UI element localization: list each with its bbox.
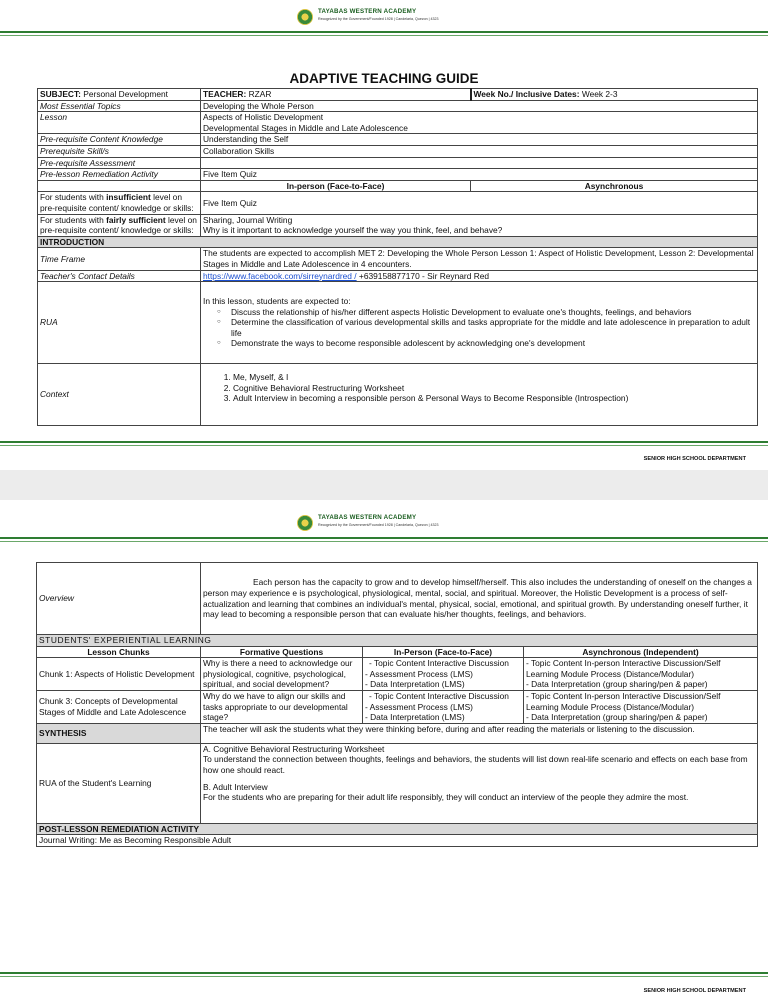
table-row: [37, 690, 758, 723]
footer-rule: [0, 972, 768, 974]
table-row: [38, 270, 758, 282]
table-row: [38, 134, 758, 146]
department-footer: SENIOR HIGH SCHOOL DEPARTMENT: [643, 988, 746, 994]
contact-label: Teacher's Contact Details: [38, 270, 201, 282]
list-item: - Topic Content In-person Interactive Discussion/Self Learning Module Process (Distance/Modular): [526, 690, 721, 712]
list-item: - Assessment Process (LMS): [365, 668, 473, 679]
school-seal-icon: [297, 515, 313, 531]
experiential-header: STUDENTS' EXPERIENTIAL LEARNING: [37, 635, 758, 647]
contact-value: [201, 270, 758, 282]
post-lesson-value: Journal Writing: Me as Becoming Responsible Adult: [37, 835, 758, 847]
topics-label: Most Essential Topics: [38, 100, 201, 112]
table-row: [38, 214, 758, 236]
list-item: ○ Determine the classification of various developmental skills and tasks appropriate for the middle and late adolescence in preparation to adult life: [217, 317, 755, 338]
school-seal-icon: [297, 9, 313, 25]
list-item: - Assessment Process (LMS): [365, 701, 473, 712]
school-name: TAYABAS WESTERN ACADEMY: [318, 8, 417, 15]
table-row: [38, 364, 758, 426]
rua-list: [203, 307, 755, 349]
inperson-header: In-person (Face-to-Face): [201, 180, 471, 192]
table-row: [37, 563, 758, 635]
page-title: ADAPTIVE TEACHING GUIDE: [289, 71, 479, 86]
insufficient-pre: For students with: [40, 192, 107, 203]
col-questions: Formative Questions: [201, 646, 363, 658]
department-footer: SENIOR HIGH SCHOOL DEPARTMENT: [643, 456, 746, 462]
introduction-header: INTRODUCTION: [38, 236, 758, 248]
table-row: [37, 658, 758, 691]
table-row: [38, 100, 758, 112]
async-3: [524, 690, 758, 723]
footer-rule-thin: [0, 976, 768, 977]
sufficient-pre: For students with: [40, 214, 107, 225]
lesson-value-2: Developmental Stages in Middle and Late Adolescence: [203, 122, 408, 133]
insufficient-bold: insufficient: [106, 192, 151, 203]
subject-label: SUBJECT:: [40, 89, 81, 99]
table-row: [38, 89, 758, 101]
learning-table: [36, 562, 758, 847]
question-1: Why is there a need to acknowledge our physiological, cognitive, psychological, spiritual, and social development?: [201, 658, 363, 691]
list-item: - Topic Content In-person Interactive Discussion/Self Learning Module Process (Distance/Modular): [526, 658, 721, 679]
table-row: [37, 646, 758, 658]
col-async: Asynchronous (Independent): [524, 646, 758, 658]
prereq-skills-label: Prerequisite Skill/s: [38, 145, 201, 157]
timeframe-value: The students are expected to accomplish MET 2: Developing the Whole Person Lesson 1: Aspect of Holistic Development, Lesson 2: Developmental Stages in Middle and Late Adolescence in 4 encounters.: [201, 248, 758, 270]
rua-value: [201, 282, 758, 364]
header-rule-thin: [0, 35, 768, 36]
rua-student-value: [201, 743, 758, 823]
remediation-label: Pre-lesson Remediation Activity: [38, 169, 201, 181]
prereq-knowledge-value: Understanding the Self: [201, 134, 758, 146]
table-row: [38, 192, 758, 214]
overview-label: Overview: [37, 563, 201, 635]
context-label: Context: [38, 364, 201, 426]
sufficient-value-2: Why is it important to acknowledge yourself the way you think, feel, and behave?: [203, 225, 503, 236]
lesson-value-1: Aspects of Holistic Development: [203, 112, 324, 123]
sufficient-value: [201, 214, 758, 236]
teacher-value: RZAR: [248, 89, 272, 99]
insufficient-label: [38, 192, 201, 214]
rua-label: RUA: [38, 282, 201, 364]
table-row: [38, 112, 758, 134]
empty-cell: [38, 180, 201, 192]
list-item: - Topic Content Interactive Discussion: [369, 690, 509, 701]
chunk-1: Chunk 1: Aspects of Holistic Development: [37, 658, 201, 691]
rua-b-title: B. Adult Interview: [203, 781, 268, 792]
post-lesson-header: POST-LESSON REMEDIATION ACTIVITY: [37, 823, 758, 835]
col-chunks: Lesson Chunks: [37, 646, 201, 658]
rua-intro: In this lesson, students are expected to:: [203, 296, 351, 307]
list-item: 2. Cognitive Behavioral Restructuring Worksheet: [233, 383, 755, 394]
contact-rest: +639158877170 - Sir Reynard Red: [356, 270, 490, 281]
teacher-label: TEACHER:: [203, 89, 247, 99]
rua-b-text: For the students who are preparing for their adult life responsibly, they will conduct an interview of the people they admire the most.: [203, 792, 689, 803]
table-row: [38, 180, 758, 192]
teacher-cell: [201, 89, 471, 101]
table-row: [38, 169, 758, 181]
table-row: [38, 145, 758, 157]
list-item: - Data Interpretation (group sharing/pen & paper): [526, 712, 708, 723]
list-item: ○ Discuss the relationship of his/her different aspects Holistic Development to evaluate one's thoughts, feelings, and behaviors: [217, 307, 755, 318]
prereq-assessment-value: [201, 157, 758, 169]
async-1: [524, 658, 758, 691]
table-row: [37, 835, 758, 847]
rua-a-title: A. Cognitive Behavioral Restructuring Worksheet: [203, 743, 385, 754]
topics-value: Developing the Whole Person: [201, 100, 758, 112]
subject-value: Personal Development: [83, 89, 169, 99]
list-item: - Topic Content Interactive Discussion: [369, 658, 509, 669]
overview-value: [201, 563, 758, 635]
week-cell: [471, 89, 758, 101]
list-item: - Data Interpretation (LMS): [365, 712, 465, 723]
list-item: 3. Adult Interview in becoming a responsible person & Personal Ways to Become Responsible (Introspection): [233, 393, 755, 404]
async-header: Asynchronous: [471, 180, 758, 192]
inperson-3: [363, 690, 524, 723]
header-rule: [0, 31, 768, 33]
synthesis-label: SYNTHESIS: [37, 723, 201, 743]
school-recognition: Recognized by the Government/Founded 1928 | Candelaria, Quezon | 4323: [318, 523, 439, 527]
sufficient-value-1: Sharing, Journal Writing: [203, 214, 293, 225]
school-name: TAYABAS WESTERN ACADEMY: [318, 514, 417, 521]
table-row: [37, 823, 758, 835]
list-item: 1. Me, Myself, & I: [233, 372, 755, 383]
table-row: [37, 723, 758, 743]
table-row: [37, 743, 758, 823]
week-value: Week 2-3: [581, 89, 618, 99]
list-item: ○ Demonstrate the ways to become responsible adolescent by acknowledging one's development: [217, 338, 755, 349]
overview-text: Each person has the capacity to grow and to develop himself/herself. This also includes the understanding of oneself on the changes a person may experience e is psychological, physiological, mental, social, and spiritual. Moreover, the Holistic Development is a process of self-actualization and learning that combines an individual's mental, physical, social, emotional, and spiritual growth. By understanding oneself further, it may lead to becoming a responsible person that can evaluate his/her thoughts, feelings, and behaviors.: [203, 577, 752, 620]
synthesis-value: The teacher will ask the students what they were thinking before, during and after reading the materials or listening to the discussion.: [201, 723, 758, 743]
rua-a-text: To understand the connection between thoughts, feelings and behaviors, the students will list down real-life scenario and effects on each base from how one should react.: [203, 754, 748, 775]
facebook-link[interactable]: https://www.facebook.com/sirreynardred /: [203, 270, 357, 281]
table-row: [38, 236, 758, 248]
chunk-3: Chunk 3: Concepts of Developmental Stages of Middle and Late Adolescence: [37, 690, 201, 723]
insufficient-value: Five Item Quiz: [201, 192, 758, 214]
lesson-value: [201, 112, 758, 134]
prereq-skills-value: Collaboration Skills: [201, 145, 758, 157]
table-row: [38, 157, 758, 169]
col-inperson: In-Person (Face-to-Face): [363, 646, 524, 658]
insufficient-post: level on pre-requisite content/ knowledge or skills:: [40, 192, 194, 213]
context-list: [203, 372, 755, 404]
sufficient-bold: fairly sufficient: [106, 214, 166, 225]
school-header: [0, 506, 768, 536]
header-rule-thin: [0, 541, 768, 542]
teaching-guide-table: [37, 88, 758, 426]
inperson-1: [363, 658, 524, 691]
page-1: [0, 0, 768, 470]
prereq-assessment-label: Pre-requisite Assessment: [38, 157, 201, 169]
header-rule: [0, 537, 768, 539]
page-gap: [0, 470, 768, 500]
rua-student-label: RUA of the Student's Learning: [37, 743, 201, 823]
table-row: [38, 282, 758, 364]
footer-rule: [0, 441, 768, 443]
subject-cell: [38, 89, 201, 101]
prereq-knowledge-label: Pre-requisite Content Knowledge: [38, 134, 201, 146]
remediation-value: Five Item Quiz: [201, 169, 758, 181]
table-row: [38, 248, 758, 270]
context-value: [201, 364, 758, 426]
table-row: [37, 635, 758, 647]
school-recognition: Recognized by the Government/Founded 1928 | Candelaria, Quezon | 4323: [318, 17, 439, 21]
list-item: - Data Interpretation (LMS): [365, 679, 465, 690]
sufficient-label: [38, 214, 201, 236]
sufficient-post: level on pre-requisite content/ knowledge or skills:: [40, 214, 197, 236]
footer-rule-thin: [0, 445, 768, 446]
lesson-label: Lesson: [38, 112, 201, 134]
timeframe-label: Time Frame: [38, 248, 201, 270]
week-label: Week No./ Inclusive Dates:: [473, 89, 580, 99]
list-item: - Data Interpretation (group sharing/pen & paper): [526, 679, 708, 690]
question-3: Why do we have to align our skills and tasks appropriate to our developmental stage?: [201, 690, 363, 723]
